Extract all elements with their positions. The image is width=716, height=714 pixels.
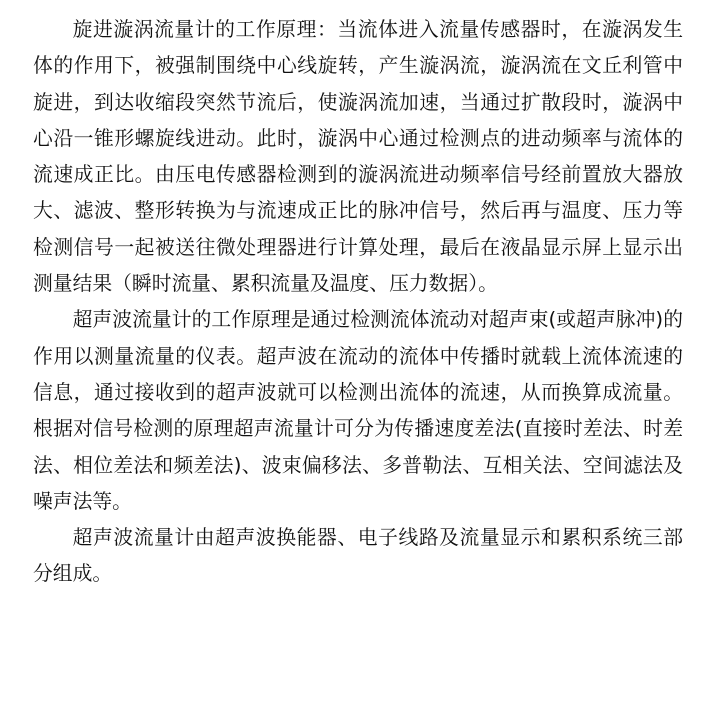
paragraph-vortex-flowmeter-principle: 旋进漩涡流量计的工作原理：当流体进入流量传感器时，在漩涡发生体的作用下，被强制围绕中心线旋转，产生漩涡流，漩涡流在文丘利管中旋进，到达收缩段突然节流后，使漩涡流加速，当通过扩散段时，漩涡中心沿一锥形螺旋线进动。此时，漩涡中心通过检测点的进动频率与流体的流速成正比。由压电传感器检测到的漩涡流进动频率信号经前置放大器放大、滤波、整形转换为与流速成正比的脉冲信号，然后再与温度、压力等检测信号一起被送往微处理器进行计算处理，最后在液晶显示屏上显示出测量结果（瞬时流量、累积流量及温度、压力数据）。 (33, 18, 683, 296)
paragraph-ultrasonic-flowmeter-components: 超声波流量计由超声波换能器、电子线路及流量显示和累积系统三部分组成。 (33, 526, 683, 586)
paragraph-ultrasonic-flowmeter-principle: 超声波流量计的工作原理是通过检测流体流动对超声束(或超声脉冲)的作用以测量流量的仪表。超声波在流动的流体中传播时就载上流体流速的信息，通过接收到的超声波就可以检测出流体的流速，从而换算成流量。根据对信号检测的原理超声流量计可分为传播速度差法(直接时差法、时差法、相位差法和频差法)、波束偏移法、多普勒法、互相关法、空间滤法及噪声法等。 (33, 308, 683, 513)
document-body (33, 12, 683, 593)
